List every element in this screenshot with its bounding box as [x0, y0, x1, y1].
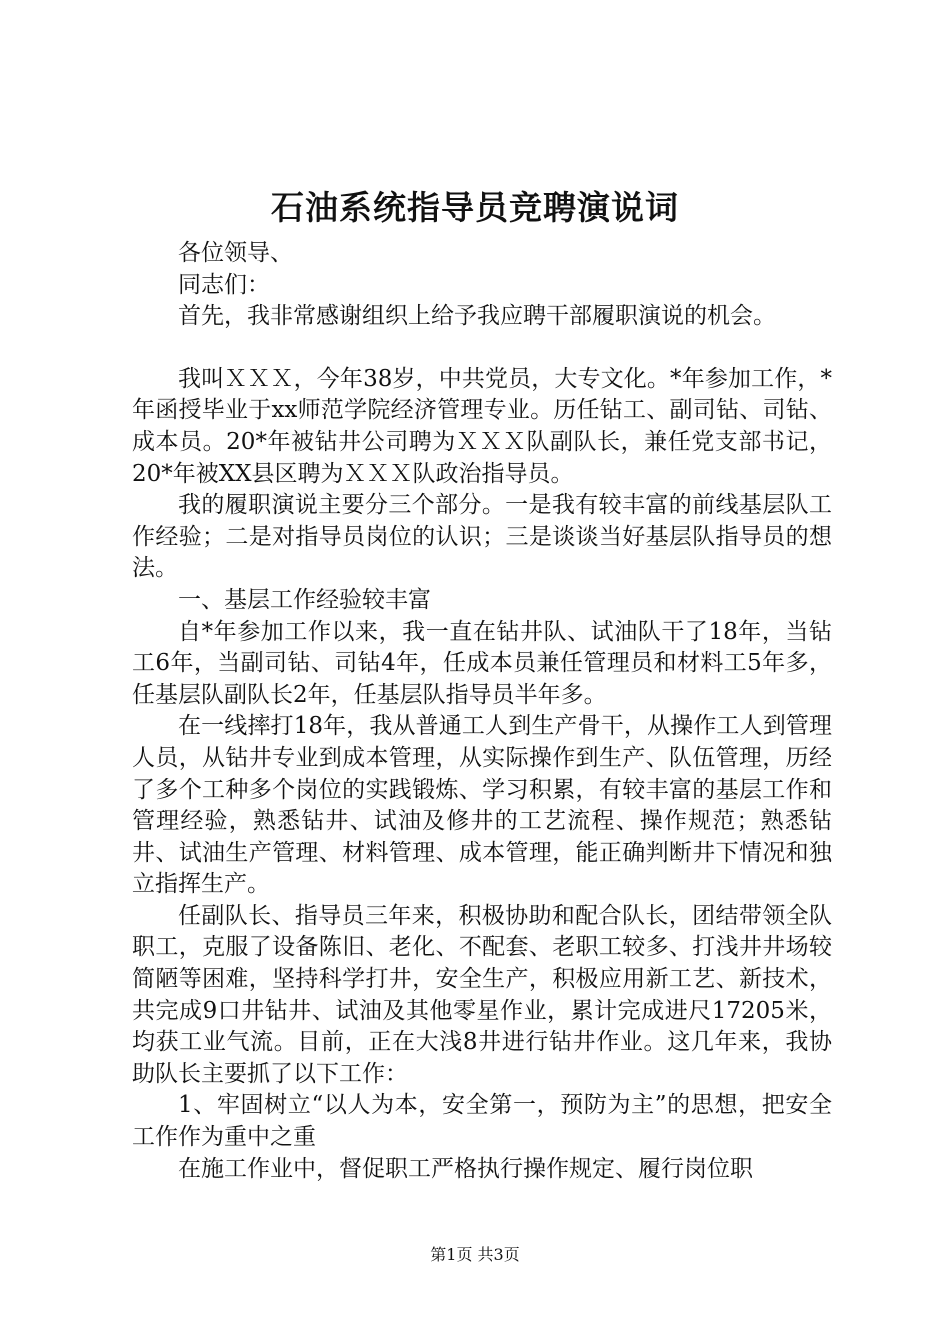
- paragraph-achievements: 任副队长、指导员三年来，积极协助和配合队长，团结带领全队职工，克服了设备陈旧、老化、不配套、老职工较多、打浅井井场较简陋等困难，坚持科学打井，安全生产，积极应用新工艺、新技术，共完成9口井钻井、试油及其他零星作业，累计完成进尺17205米，均获工业气流。目前，正在大浅8井进行钻井作业。这几年来，我协助队长主要抓了以下工作：: [132, 902, 832, 1087]
- salutation-line-2: 同志们：: [178, 271, 270, 298]
- salutation-line-1: 各位领导、: [178, 240, 293, 266]
- paragraph-work-history: 自*年参加工作以来，我一直在钻井队、试油队干了18年，当钻工6年，当副司钻、司钻4年，任成本员兼任管理员和材料工5年多，任基层队副队长2年，任基层队指导员半年多。: [132, 618, 832, 708]
- paragraph-opening: 首先，我非常感谢组织上给予我应聘干部履职演说的机会。: [178, 303, 776, 330]
- paragraph-outline: 我的履职演说主要分三个部分。一是我有较丰富的前线基层队工作经验；二是对指导员岗位的认识；三是谈谈当好基层队指导员的想法。: [132, 492, 832, 582]
- document-title: 石油系统指导员竞聘演说词: [271, 188, 679, 227]
- subheading-safety: 1、牢固树立“以人为本，安全第一，预防为主”的思想，把安全工作作为重中之重: [132, 1092, 832, 1151]
- paragraph-experience: 在一线摔打18年，我从普通工人到生产骨干，从操作工人到管理人员，从钻井专业到成本管理，从实际操作到生产、队伍管理，历经了多个工种多个岗位的实践锻炼、学习积累，有较丰富的基层工作和管理经验，熟悉钻井、试油及修井的工艺流程、操作规范；熟悉钻井、试油生产管理、材料管理、成本管理，能正确判断井下情况和独立指挥生产。: [132, 713, 832, 898]
- document-body: [132, 238, 832, 1185]
- section-heading-1: 一、基层工作经验较丰富: [178, 586, 431, 613]
- paragraph-introduction: 我叫ＸＸＸ，今年38岁，中共党员，大专文化。*年参加工作，*年函授毕业于xx师范学院经济管理专业。历任钻工、副司钻、司钻、成本员。20*年被钻井公司聘为ＸＸＸ队副队长，兼任党支部书记，20*年被XX县区聘为ＸＸＸ队政治指导员。: [132, 365, 832, 487]
- page-indicator: 第1页 共3页: [430, 1245, 520, 1264]
- paragraph-safety: 在施工作业中，督促职工严格执行操作规定、履行岗位职: [178, 1155, 753, 1182]
